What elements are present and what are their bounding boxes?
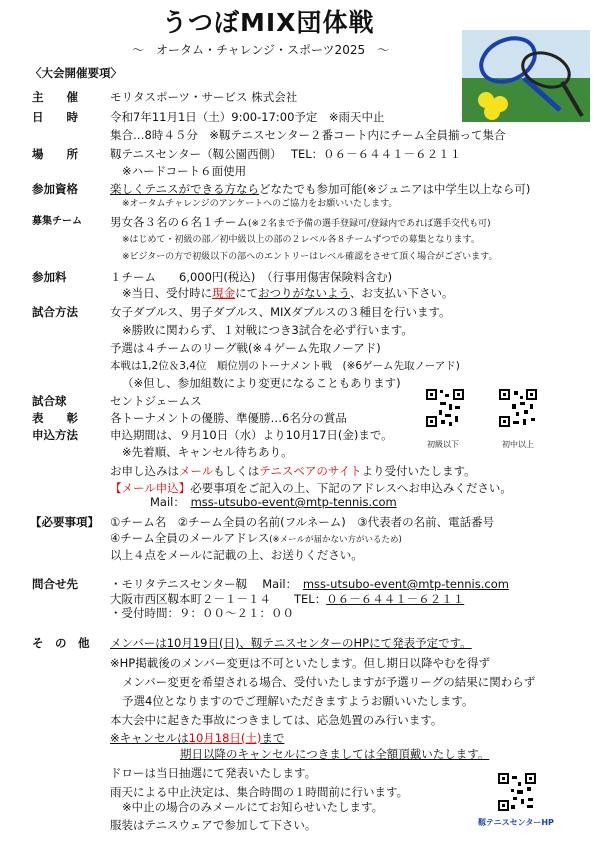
apply-site-word: テニスベアのサイト	[259, 464, 362, 478]
eligibility-underlined: 楽しくテニスができる方なら	[110, 182, 260, 196]
label-other: そ の 他	[32, 636, 90, 650]
other-line10: ※中止の場合のみメールにてお知らせいたします。	[122, 800, 384, 814]
label-eligibility: 参加資格	[32, 182, 78, 196]
other-line3: メンバー変更を希望される場合、受付いたしますが予選リーグの結果に関わらず	[122, 675, 536, 689]
apply-line3	[110, 464, 476, 478]
other-line8: ドローは当日抽選にて発表いたします。	[110, 766, 317, 780]
cancel-deadline: 10月18日(土)	[188, 731, 262, 745]
fee-note-change: おつりがないよう	[258, 286, 351, 300]
format-line2: ※勝敗に関わらず、１対戦につき3試合を必ず行います。	[122, 323, 413, 337]
apply-mail-label: Mail：	[150, 495, 180, 509]
contact-line1	[110, 577, 509, 591]
section-heading: 〈大会開催要項〉	[30, 66, 122, 80]
teams-note2: ※ビジターの方で初級以下の部へのエントリーはレベル確認をさせて頂く場合がございます。	[122, 252, 498, 262]
other-line1: メンバーは10月19日(日)、靱テニスセンターのHPにて発表予定です。	[110, 636, 472, 650]
qr-caption-beginner: 初級以下	[427, 440, 459, 449]
other-line4: 予選4位となりますのでご理解いただきますようお願いいたします。	[122, 694, 474, 708]
fee-note-c: 、お支払い下さい。	[350, 286, 454, 300]
award-value: 各トーナメントの優勝、準優勝…6名分の賞品	[110, 411, 347, 425]
required-line2	[110, 531, 402, 547]
contact-line2-a: 大阪市西区靱本町２－１－１４ TEL：	[110, 592, 327, 606]
contact-line2	[110, 592, 464, 606]
apply-mail-link[interactable]: mss-utsubo-event@mtp-tennis.com	[190, 495, 397, 509]
subtitle: ～ オータム・チャレンジ・スポーツ2025 ～	[132, 43, 390, 57]
teams-small: (※２名まで予備の選手登録可/登録内であれば選手交代も可)	[248, 219, 491, 229]
contact-line3: ・受付時間：９：００～２１：００	[110, 606, 294, 620]
label-award: 表 彰	[32, 411, 78, 425]
qr-code-beginner[interactable]	[425, 388, 465, 428]
organizer-value: モリタスポーツ・サービス 株式会社	[110, 90, 298, 104]
teams-note1: ※はじめて・初級の部／初中級以上の部の２レベル各８チームずつでの募集となります。	[122, 235, 480, 245]
apply-line3-a: お申し込みは	[110, 464, 179, 478]
required-line3: 以上４点をメールに記載の上、お送りください。	[110, 548, 363, 562]
apply-line4-rest: 必要事項をご記入の上、下記のアドレスへお申込みください。	[190, 481, 512, 495]
fee-note	[122, 286, 454, 300]
other-line11: 服装はテニスウェアで参加して下さい。	[110, 818, 317, 832]
qr-code-hp[interactable]	[497, 772, 537, 812]
venue-note: ※ハードコート６面使用	[122, 164, 247, 178]
contact-tel: ０６－６４４１－６２１１	[326, 592, 465, 606]
apply-mail-line	[150, 495, 397, 509]
datetime-value: 令和7年11月1日（土）9:00-17:00予定 ※雨天中止	[110, 110, 385, 124]
label-datetime: 日 時	[32, 110, 78, 124]
apply-line3-b: もしくは	[213, 464, 260, 478]
format-line1: 女子ダブルス、男子ダブルス、MIXダブルスの３種目を行います。	[110, 305, 451, 319]
gather-time: 集合…8時４５分 ※靱テニスセンター２番コート内にチーム全員揃って集合	[110, 128, 506, 142]
eligibility-value	[110, 182, 530, 196]
fee-note-cash: 現金	[212, 286, 236, 300]
label-organizer: 主 催	[32, 90, 78, 104]
teams-value	[110, 215, 491, 231]
other-line6-b: まで	[261, 731, 285, 745]
label-contact: 問合せ先	[32, 577, 78, 591]
venue-value: 靱テニスセンター（靱公園西側） TEL：０６－６４４１－６２１１	[110, 147, 462, 161]
other-line6-a: ※キャンセルは	[110, 731, 189, 745]
other-line5: 本大会中に起きた事故につきましては、応急処置のみ行います。	[110, 713, 443, 727]
eligibility-rest: どなたでも参加可能(※ジュニアは中学生以上なら可)	[259, 182, 531, 196]
page-title: うつぼMIX団体戦	[162, 8, 375, 37]
required-line2-small: (※メールが届かない方がいるため)	[269, 535, 402, 545]
label-format: 試合方法	[32, 305, 78, 319]
label-ball: 試合球	[32, 394, 67, 408]
label-apply: 申込方法	[32, 428, 78, 442]
ball-value: セントジェームス	[110, 394, 202, 408]
qr-code-intermediate[interactable]	[498, 388, 538, 428]
label-fee: 参加料	[32, 270, 67, 284]
format-line3: 予選は４チームのリーグ戦(※４ゲーム先取ノーアド)	[110, 341, 381, 355]
other-line6	[110, 731, 284, 745]
teams-main: 男女各３名の６名１チーム	[110, 215, 248, 229]
contact-mail-link[interactable]: mss-utsubo-event@mtp-tennis.com	[302, 577, 509, 591]
qr-caption-intermediate: 初中以上	[502, 440, 534, 449]
apply-line2: ※先着順、キャンセル待ちあり。	[122, 445, 293, 459]
required-line1: ①チーム名 ②チーム全員の名前(フルネーム) ③代表者の名前、電話番号	[110, 515, 495, 529]
fee-note-a: ※当日、受付時に	[122, 286, 213, 300]
apply-mail-heading: 【メール申込】	[110, 481, 191, 495]
apply-line1: 申込期間は、９月10日（水）より10月17日(金)まで。	[110, 428, 393, 442]
eligibility-note: ※オータムチャレンジのアンケートへのご協力をお願いいたします。	[122, 199, 398, 209]
fee-note-b: にて	[235, 286, 259, 300]
apply-line4	[110, 481, 512, 495]
other-line7: 期日以降のキャンセルにつきましては全額頂戴いたします。	[180, 747, 490, 761]
other-line2: ※HP掲載後のメンバー変更は不可といたします。但し期日以降やむを得ず	[110, 656, 490, 670]
other-line9: 雨天による中止決定は、集合時間の１時間前に行います。	[110, 785, 409, 799]
label-required: 【必要事項】	[30, 515, 99, 529]
apply-mail-word: メール	[179, 464, 214, 478]
apply-line3-c: より受付いたします。	[361, 464, 476, 478]
fee-value: １チーム 6,000円(税込) （行事用傷害保険料含む)	[110, 270, 393, 284]
label-venue: 場 所	[32, 147, 78, 161]
format-line5: （※但し、参加組数により変更になることもあります)	[122, 376, 401, 390]
format-line4: 本戦は1,2位＆3,4位 順位別のトーナメント戦 (※6ゲーム先取ノーアド)	[110, 360, 460, 372]
tennis-photo	[462, 30, 590, 122]
required-line2-a: ④チーム全員のメールアドレス	[110, 531, 270, 545]
label-teams: 募集チーム	[32, 216, 82, 227]
qr-caption-hp: 靱テニスセンターHP	[478, 818, 554, 827]
contact-line1-a: ・モリタテニスセンター靱 Mail：	[110, 577, 292, 591]
